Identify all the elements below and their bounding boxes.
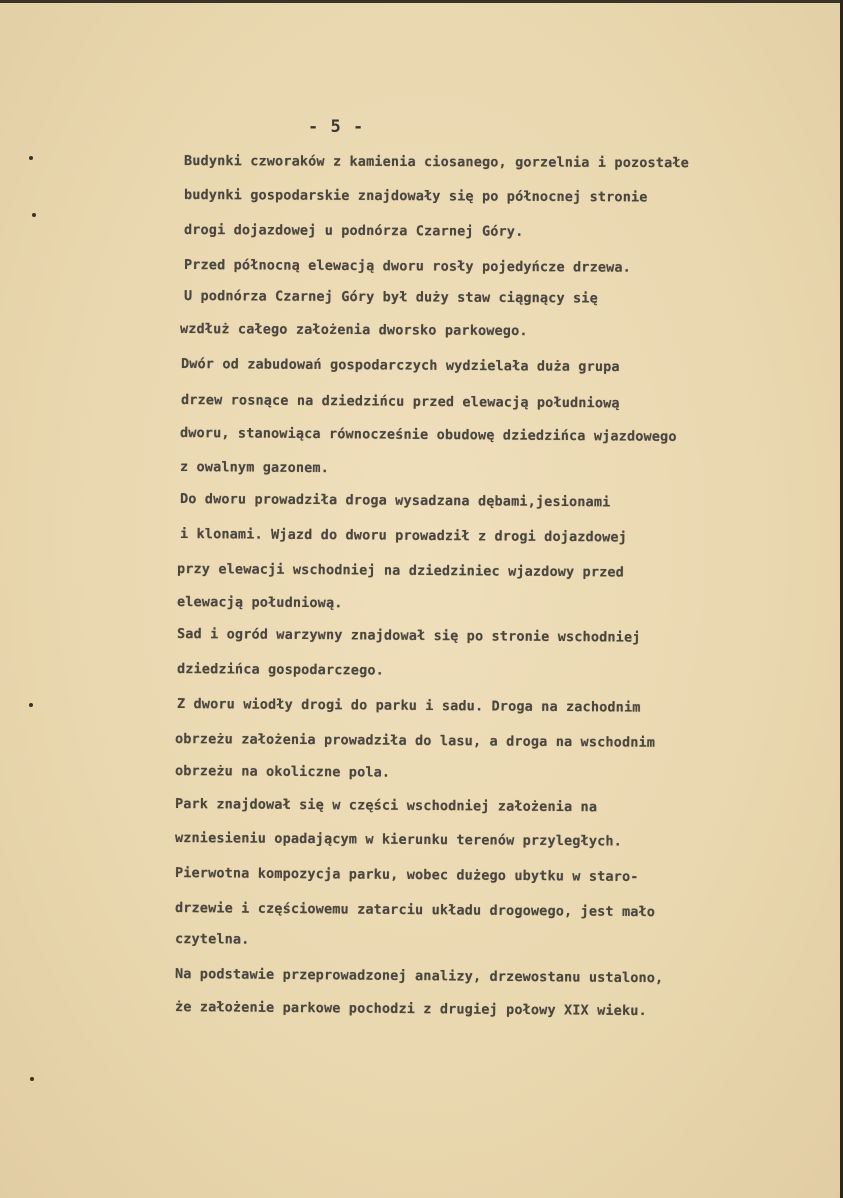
punch-hole-mark <box>29 156 33 160</box>
punch-hole-mark <box>29 703 33 707</box>
text-line: Przed północną elewacją dworu rosły pojedyńcze drzewa. <box>183 257 632 276</box>
text-line: elewacją południową. <box>176 594 343 612</box>
text-line: z owalnym gazonem. <box>179 459 330 477</box>
text-line: obrzeżu założenia prowadziła do lasu, a droga na wschodnim <box>174 731 656 751</box>
text-line: czytelna. <box>174 931 250 948</box>
text-line: obrzeżu na okoliczne pola. <box>174 763 391 781</box>
text-line: Na podstawie przeprowadzonej analizy, drzewostanu ustalono, <box>174 966 664 987</box>
text-line: U podnórza Czarnej Góry był duży staw ciągnący się <box>183 288 598 307</box>
text-line: że założenie parkowe pochodzi z drugiej połowy XIX wieku. <box>174 999 647 1020</box>
text-line: Sad i ogród warzywny znajdował się po stronie wschodniej <box>176 626 641 646</box>
text-line: drzewie i częściowemu zatarciu układu drogowego, jest mało <box>174 900 656 921</box>
text-line: drzew rosnące na dziedzińcu przed elewacją południową <box>180 392 620 412</box>
scan-top-edge <box>0 0 843 3</box>
text-line: Park znajdował się w części wschodniej założenia na <box>174 796 598 816</box>
text-line: dworu, stanowiąca równocześnie obudowę dziedzińca wjazdowego <box>179 425 677 445</box>
punch-hole-mark <box>32 213 36 217</box>
text-line: budynki gospodarskie znajdowały się po północnej stronie <box>183 187 648 206</box>
text-line: wzdłuż całego założenia dworsko parkowego. <box>179 321 528 340</box>
text-line: dziedzińca gospodarczego. <box>176 661 385 679</box>
text-line: i klonami. Wjazd do dworu prowadził z drogi dojazdowej <box>179 526 628 546</box>
text-line: Z dworu wiodły drogi do parku i sadu. Droga na zachodnim <box>176 696 641 716</box>
punch-hole-mark <box>30 1077 34 1081</box>
text-line: wzniesieniu opadającym w kierunku terenów przyległych. <box>174 830 623 850</box>
text-line: Budynki czworaków z kamienia ciosanego, gorzelnia i pozostałe <box>183 153 689 172</box>
text-line: drogi dojazdowej u podnórza Czarnej Góry. <box>183 222 524 240</box>
text-line: Pierwotna kompozycja parku, wobec dużego ubytku w staro- <box>174 865 639 886</box>
text-line: przy elewacji wschodniej na dziedziniec wjazdowy przed <box>176 561 625 581</box>
text-line: Do dworu prowadziła droga wysadzana dębami,jesionami <box>179 491 611 511</box>
text-line: Dwór od zabudowań gospodarczych wydzielała duża grupa <box>180 356 620 376</box>
page-number: - 5 - <box>308 117 365 137</box>
